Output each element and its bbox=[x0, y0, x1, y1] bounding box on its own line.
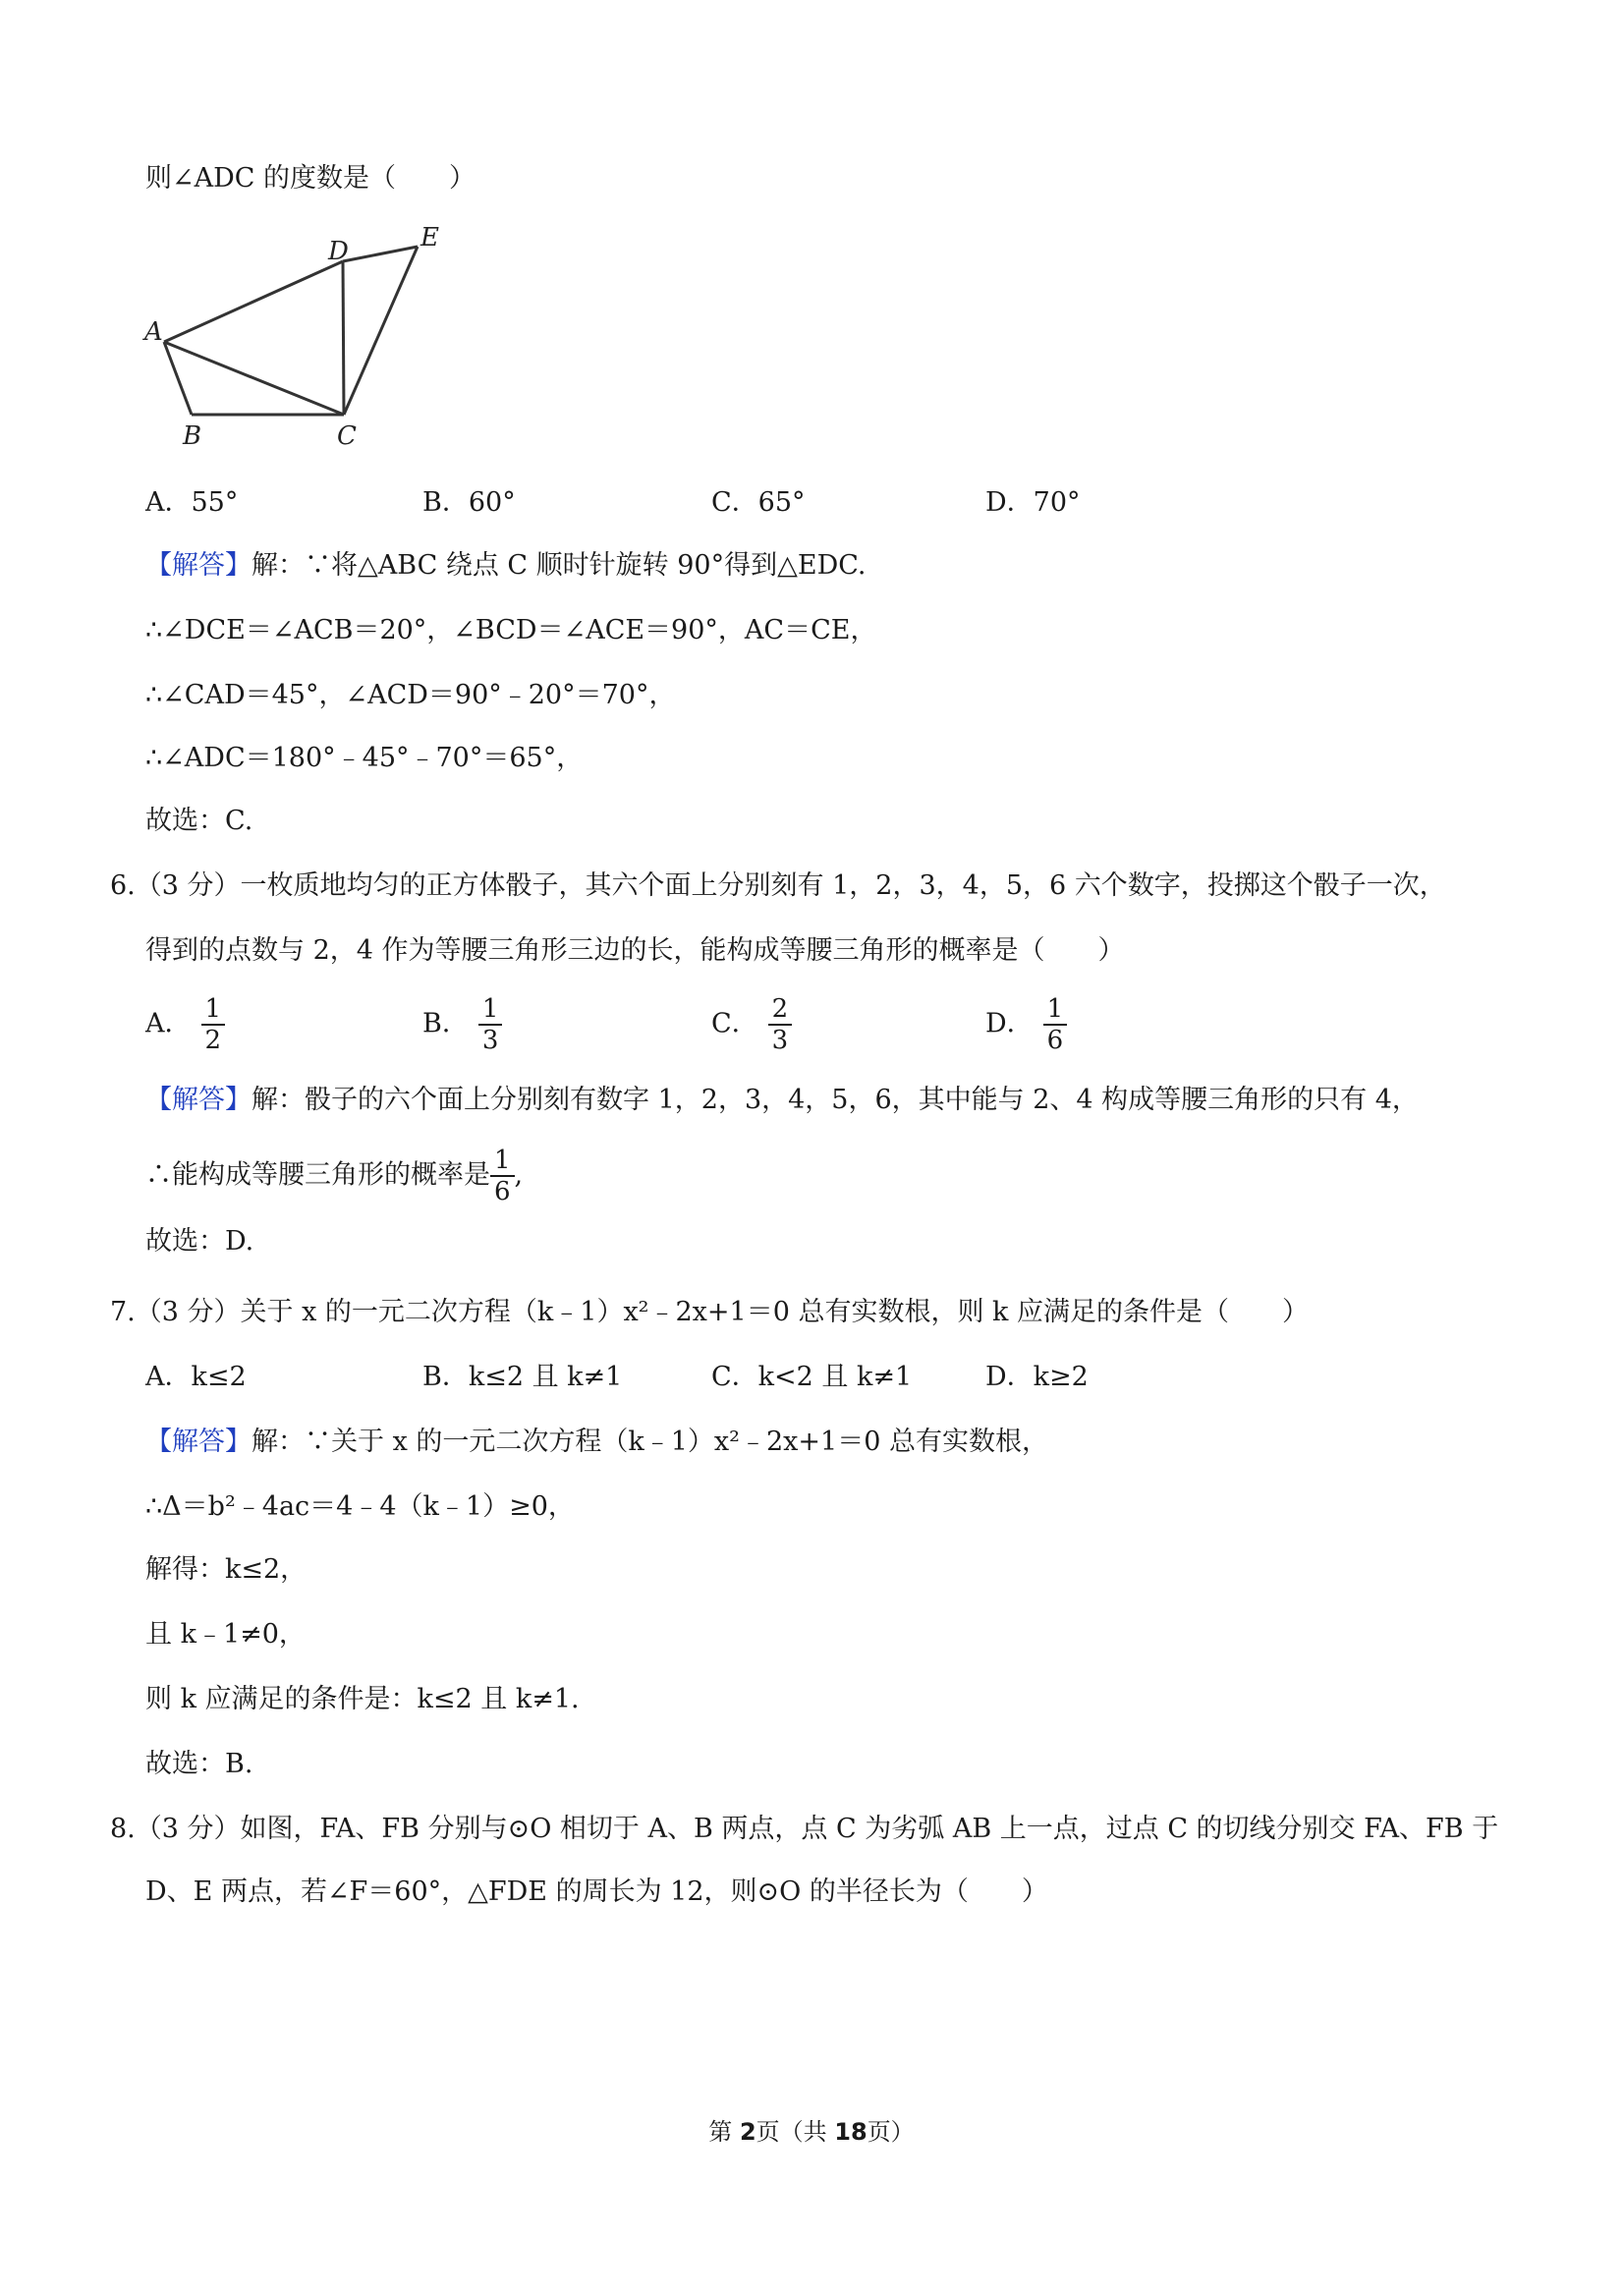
segment-AC bbox=[164, 342, 344, 415]
page-total: 18 bbox=[834, 2118, 867, 2146]
label-E: E bbox=[420, 224, 439, 252]
q5-answer-line-3: ∴∠CAD＝45°，∠ACD＝90°﹣20°＝70°， bbox=[145, 680, 676, 710]
q5-option-c: C．65° bbox=[711, 487, 806, 518]
fraction: $\frac{2}{3}$ bbox=[768, 994, 793, 1055]
q7-answer-line-3: 解得：k≤2， bbox=[145, 1554, 308, 1585]
q5-option-b: B．60° bbox=[422, 487, 516, 518]
page-number: 2 bbox=[739, 2118, 756, 2146]
label-C: C bbox=[337, 421, 357, 451]
q6-option-d: D． $\frac{1}{6}$ bbox=[985, 994, 1067, 1055]
q5-answer-line-2: ∴∠DCE＝∠ACB＝20°，∠BCD＝∠ACE＝90°，AC＝CE， bbox=[145, 615, 877, 645]
q5-answer-line-5: 故选：C. bbox=[145, 806, 253, 836]
q5-stem-tail: 则∠ADC 的度数是（ ） bbox=[145, 163, 476, 194]
label-A: A bbox=[144, 317, 163, 347]
answer-key-label: 【解答】 bbox=[145, 550, 252, 581]
q6-option-c: C． $\frac{2}{3}$ bbox=[711, 994, 792, 1055]
fraction: $\frac{1}{6}$ bbox=[1043, 994, 1068, 1055]
segment-EC bbox=[344, 247, 418, 415]
q7-answer-line-2: ∴Δ＝b²﹣4ac＝4﹣4（k﹣1）≥0， bbox=[145, 1491, 575, 1522]
q6-answer-line-3: 故选：D. bbox=[145, 1226, 254, 1257]
q5-option-a: A．55° bbox=[145, 487, 239, 518]
q6-stem-line-2: 得到的点数与 2，4 作为等腰三角形三边的长，能构成等腰三角形的概率是（ ） bbox=[145, 935, 1125, 966]
fraction: $\frac{1}{2}$ bbox=[201, 994, 226, 1055]
q6-answer-line-2: ∴能构成等腰三角形的概率是 $\frac{1}{6}$ , bbox=[145, 1146, 524, 1206]
q6-option-a: A． $\frac{1}{2}$ bbox=[145, 994, 225, 1055]
answer-key-label: 【解答】 bbox=[145, 1427, 252, 1457]
q7-option-a: A．k≤2 bbox=[145, 1362, 247, 1392]
q7-option-d: D．k≥2 bbox=[985, 1362, 1089, 1392]
fraction: $\frac{1}{3}$ bbox=[478, 994, 503, 1055]
q7-answer-line-1: 【解答】解：∵关于 x 的一元二次方程（k﹣1）x²﹣2x+1＝0 总有实数根， bbox=[145, 1427, 1048, 1457]
q6-stem-line-1: 6.（3 分）一枚质地均匀的正方体骰子，其六个面上分别刻有 1，2，3，4，5，6 六个数字，投掷这个骰子一次， bbox=[110, 870, 1446, 901]
segment-DC bbox=[343, 261, 344, 415]
q7-option-b: B．k≤2 且 k≠1 bbox=[422, 1362, 623, 1392]
q5-geometry-figure bbox=[138, 224, 462, 458]
q6-answer-line-1: 【解答】解：骰子的六个面上分别刻有数字 1，2，3，4，5，6，其中能与 2、4 构成等腰三角形的只有 4， bbox=[145, 1085, 1419, 1115]
segment-AD bbox=[164, 261, 343, 342]
label-B: B bbox=[183, 421, 202, 451]
q5-answer-line-4: ∴∠ADC＝180°﹣45°﹣70°＝65°， bbox=[145, 743, 584, 773]
answer-key-label: 【解答】 bbox=[145, 1085, 252, 1115]
q7-answer-line-4: 且 k﹣1≠0， bbox=[145, 1619, 306, 1650]
q7-answer-line-5: 则 k 应满足的条件是：k≤2 且 k≠1. bbox=[145, 1684, 580, 1714]
q6-option-b: B． $\frac{1}{3}$ bbox=[422, 994, 502, 1055]
segment-DE bbox=[343, 247, 418, 261]
q5-option-d: D．70° bbox=[985, 487, 1081, 518]
q5-answer-line-1: 【解答】解：∵将△ABC 绕点 C 顺时针旋转 90°得到△EDC. bbox=[145, 550, 867, 581]
q7-answer-line-6: 故选：B. bbox=[145, 1749, 253, 1779]
page-footer: 第 2页（共 18页） bbox=[708, 2118, 915, 2146]
label-D: D bbox=[328, 237, 349, 266]
fraction: $\frac{1}{6}$ bbox=[490, 1146, 515, 1206]
q7-stem-line-1: 7.（3 分）关于 x 的一元二次方程（k﹣1）x²﹣2x+1＝0 总有实数根，则 k 应满足的条件是（ ） bbox=[110, 1297, 1309, 1327]
q7-option-c: C．k<2 且 k≠1 bbox=[711, 1362, 913, 1392]
q8-stem-line-1: 8.（3 分）如图，FA、FB 分别与⊙O 相切于 A、B 两点，点 C 为劣弧 AB 上一点，过点 C 的切线分别交 FA、FB 于 bbox=[110, 1814, 1499, 1844]
q8-stem-line-2: D、E 两点，若∠F＝60°，△FDE 的周长为 12，则⊙O 的半径长为（ ） bbox=[145, 1876, 1048, 1907]
